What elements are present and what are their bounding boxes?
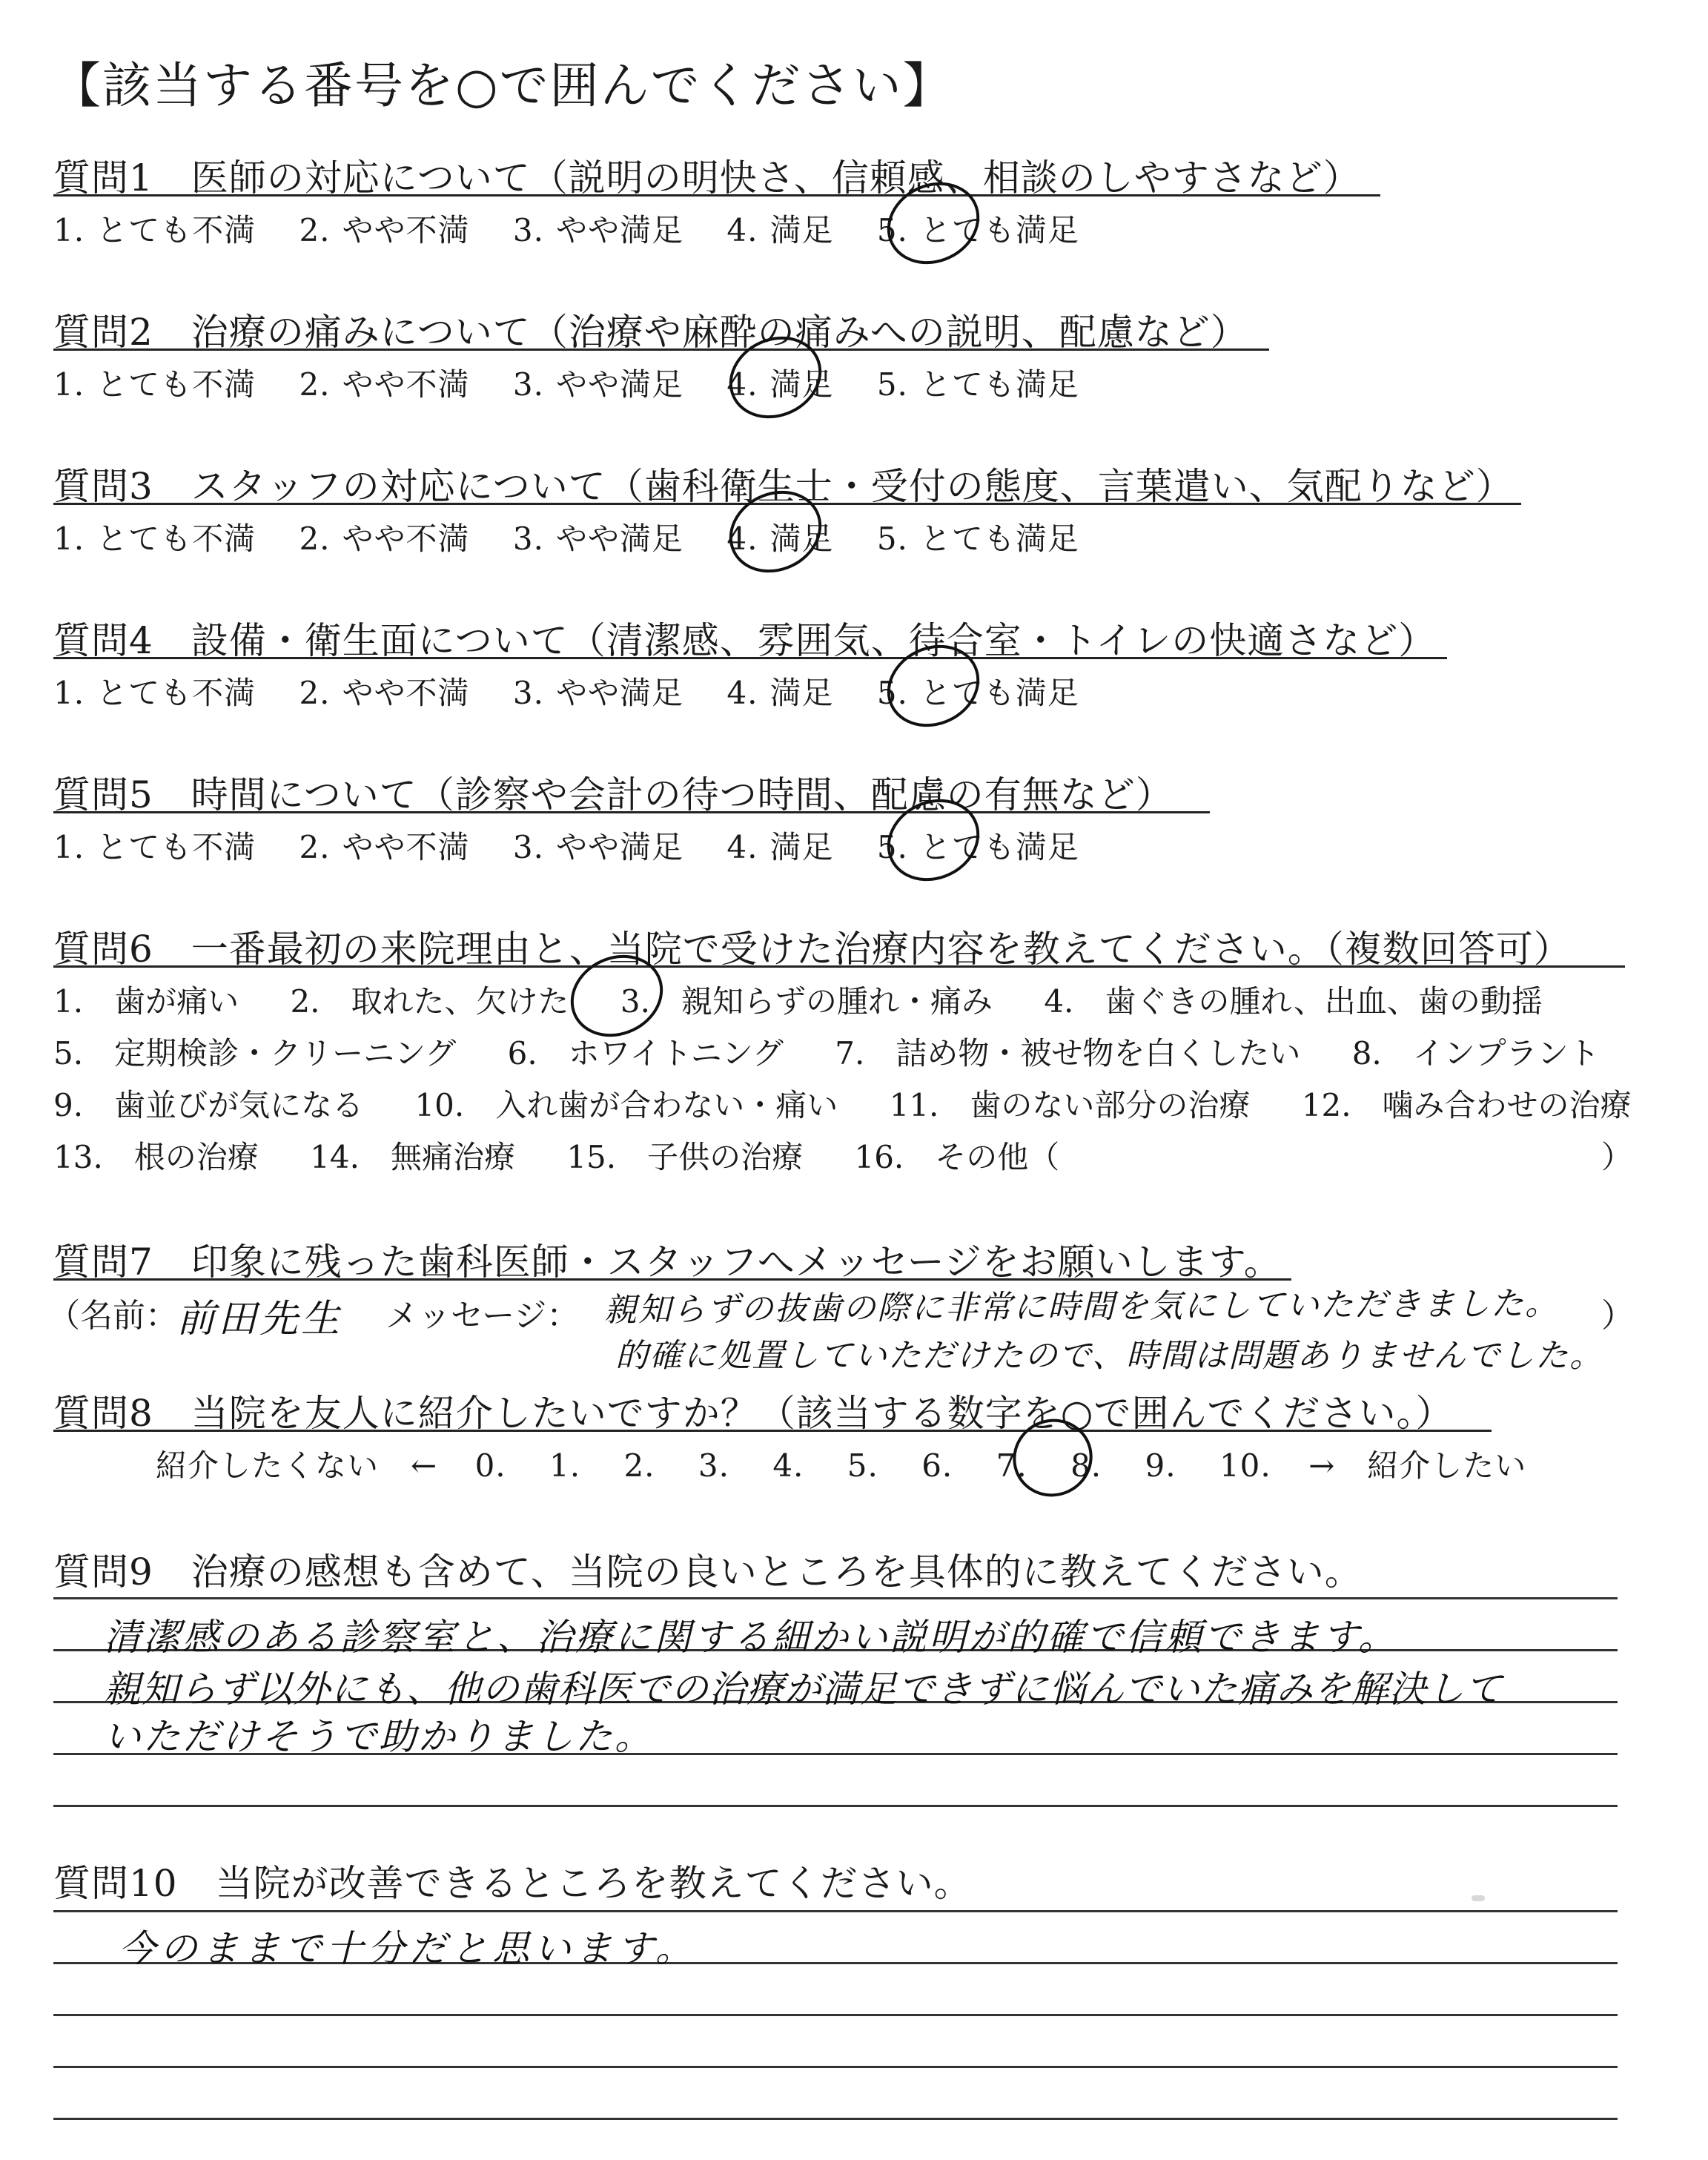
q6-option-1[interactable]: 1. 歯が痛い bbox=[53, 983, 239, 1020]
q6-option-14[interactable]: 14. 無痛治療 bbox=[310, 1139, 515, 1175]
q3-heading: 質問3 スタッフの対応について（歯科衛生士・受付の態度、言葉遣い、気配りなど） bbox=[53, 465, 1514, 508]
q4-option-1[interactable]: 1. とても不満 bbox=[53, 675, 256, 711]
q1-option-3[interactable]: 3. やや満足 bbox=[512, 212, 683, 248]
q3-options bbox=[53, 515, 1112, 559]
q8-right-label: → 紹介したい bbox=[1308, 1447, 1527, 1484]
q6-option-4[interactable]: 4. 歯ぐきの腫れ、出血、歯の動揺 bbox=[1044, 983, 1543, 1020]
q2-option-1[interactable]: 1. とても不満 bbox=[53, 366, 256, 403]
q5-option-1[interactable]: 1. とても不満 bbox=[53, 829, 256, 865]
q9-answer-line-1[interactable]: 清潔感のある診察室と、治療に関する細かい説明が的確で信頼できます。 bbox=[104, 1616, 1397, 1659]
q5-option-2[interactable]: 2. やや不満 bbox=[299, 829, 470, 865]
q7-close-paren: ） bbox=[1601, 1297, 1634, 1335]
q8-option-10[interactable]: 10. bbox=[1219, 1447, 1271, 1484]
q6-row-1 bbox=[53, 977, 1584, 1022]
q7-message-label: メッセージ： bbox=[385, 1297, 580, 1335]
q5-option-3[interactable]: 3. やや満足 bbox=[512, 829, 683, 865]
q6-option-9[interactable]: 9. 歯並びが気になる bbox=[53, 1087, 364, 1123]
q3-option-4[interactable]: 4. 満足 bbox=[726, 521, 834, 557]
q6-option-2[interactable]: 2. 取れた、欠けた bbox=[290, 983, 569, 1020]
q6-option-12[interactable]: 12. 噛み合わせの治療 bbox=[1301, 1087, 1632, 1123]
q10-rule-3 bbox=[53, 2014, 1618, 2016]
q6-option-5[interactable]: 5. 定期検診・クリーニング bbox=[53, 1035, 457, 1071]
q6-option-6[interactable]: 6. ホワイトニング bbox=[507, 1035, 784, 1071]
q8-scale bbox=[156, 1441, 1526, 1486]
q2-option-3[interactable]: 3. やや満足 bbox=[512, 366, 683, 403]
q6-row-2 bbox=[53, 1029, 1641, 1074]
q9-answer-line-2[interactable]: 親知らず以外にも、他の歯科医での治療が満足できずに悩んでいた痛みを解決して bbox=[104, 1668, 1503, 1711]
q8-option-6[interactable]: 6. bbox=[921, 1447, 953, 1484]
q7-heading: 質問7 印象に残った歯科医師・スタッフへメッセージをお願いします。 bbox=[53, 1241, 1282, 1284]
q8-left-label: 紹介したくない ← bbox=[156, 1447, 438, 1484]
q8-option-7[interactable]: 7. bbox=[996, 1447, 1027, 1484]
q3-option-3[interactable]: 3. やや満足 bbox=[512, 521, 683, 557]
q2-option-2[interactable]: 2. やや不満 bbox=[299, 366, 470, 403]
q1-option-1[interactable]: 1. とても不満 bbox=[53, 212, 256, 248]
q8-option-1[interactable]: 1. bbox=[549, 1447, 581, 1484]
q4-option-3[interactable]: 3. やや満足 bbox=[512, 675, 683, 711]
q2-underline bbox=[53, 349, 1269, 351]
q9-answer-line-3[interactable]: いただけそうで助かりました。 bbox=[104, 1715, 654, 1758]
q10-heading: 質問10 当院が改善できるところを教えてください。 bbox=[53, 1862, 972, 1905]
q1-option-2[interactable]: 2. やや不満 bbox=[299, 212, 470, 248]
q8-option-8[interactable]: 8. bbox=[1070, 1447, 1102, 1484]
q8-option-3[interactable]: 3. bbox=[698, 1447, 729, 1484]
q6-row-4 bbox=[53, 1133, 1101, 1178]
q5-option-5[interactable]: 5. とても満足 bbox=[876, 829, 1079, 865]
q2-option-4[interactable]: 4. 満足 bbox=[726, 366, 834, 403]
q4-underline bbox=[53, 657, 1447, 659]
q9-rule-5 bbox=[53, 1805, 1618, 1807]
q7-message-line-1[interactable]: 親知らずの抜歯の際に非常に時間を気にしていただきました。 bbox=[603, 1284, 1560, 1330]
q7-name-label: （名前： bbox=[47, 1297, 178, 1335]
scan-smudge bbox=[1472, 1895, 1485, 1901]
q3-option-5[interactable]: 5. とても満足 bbox=[876, 521, 1079, 557]
q8-option-2[interactable]: 2. bbox=[623, 1447, 655, 1484]
q8-underline bbox=[53, 1430, 1492, 1432]
q2-option-5[interactable]: 5. とても満足 bbox=[876, 366, 1079, 403]
q6-option-7[interactable]: 7. 詰め物・被せ物を白くしたい bbox=[835, 1035, 1301, 1071]
q4-option-2[interactable]: 2. やや不満 bbox=[299, 675, 470, 711]
q2-heading: 質問2 治療の痛みについて（治療や麻酔の痛みへの説明、配慮など） bbox=[53, 311, 1248, 354]
q1-heading: 質問1 医師の対応について（説明の明快さ、信頼感、相談のしやすさなど） bbox=[53, 156, 1361, 199]
q5-heading: 質問5 時間について（診察や会計の待つ時間、配慮の有無など） bbox=[53, 773, 1174, 816]
q8-heading: 質問8 当院を友人に紹介したいですか？（該当する数字を○で囲んでください。） bbox=[53, 1392, 1454, 1435]
q1-option-5[interactable]: 5. とても満足 bbox=[876, 212, 1079, 248]
q8-option-0[interactable]: 0. bbox=[474, 1447, 506, 1484]
q6-option-15[interactable]: 15. 子供の治療 bbox=[566, 1139, 804, 1175]
q6-option-16[interactable]: 16. その他（ bbox=[854, 1139, 1060, 1175]
q6-option-13[interactable]: 13. 根の治療 bbox=[53, 1139, 259, 1175]
q5-underline bbox=[53, 811, 1210, 813]
q4-heading: 質問4 設備・衛生面について（清潔感、雰囲気、待合室・トイレの快適さなど） bbox=[53, 619, 1437, 662]
q6-option-3[interactable]: 3. 親知らずの腫れ・痛み bbox=[620, 983, 993, 1020]
q10-rule-4 bbox=[53, 2066, 1618, 2068]
q2-options bbox=[53, 360, 1112, 405]
q3-option-2[interactable]: 2. やや不満 bbox=[299, 521, 470, 557]
q6-option-11[interactable]: 11. 歯のない部分の治療 bbox=[889, 1087, 1251, 1123]
q10-answer-line-1[interactable]: 今のままで十分だと思います。 bbox=[119, 1927, 697, 1970]
q10-rule-1 bbox=[53, 1910, 1618, 1912]
q10-rule-5 bbox=[53, 2118, 1618, 2120]
q1-underline bbox=[53, 194, 1380, 196]
q4-option-5[interactable]: 5. とても満足 bbox=[876, 675, 1079, 711]
q6-option-10[interactable]: 10. 入れ歯が合わない・痛い bbox=[414, 1087, 838, 1123]
q8-option-9[interactable]: 9. bbox=[1145, 1447, 1176, 1484]
q3-option-1[interactable]: 1. とても不満 bbox=[53, 521, 256, 557]
q6-row-3 bbox=[53, 1081, 1673, 1126]
q6-heading: 質問6 一番最初の来院理由と、当院で受けた治療内容を教えてください。（複数回答可） bbox=[53, 928, 1572, 971]
q7-message-line-2[interactable]: 的確に処置していただけたので、時間は問題ありませんでした。 bbox=[615, 1337, 1604, 1375]
q8-option-4[interactable]: 4. bbox=[772, 1447, 804, 1484]
q6-underline bbox=[53, 965, 1625, 968]
q8-option-5[interactable]: 5. bbox=[847, 1447, 878, 1484]
q7-name-value[interactable]: 前田先生 bbox=[176, 1297, 343, 1341]
q6-option-8[interactable]: 8. インプラント bbox=[1351, 1035, 1600, 1071]
q5-option-4[interactable]: 4. 満足 bbox=[726, 829, 834, 865]
q4-option-4[interactable]: 4. 満足 bbox=[726, 675, 834, 711]
page-title: 【該当する番号を○で囲んでください】 bbox=[52, 57, 953, 114]
q9-rule-1 bbox=[53, 1597, 1618, 1599]
q6-other-close-paren: ） bbox=[1601, 1139, 1633, 1175]
q1-option-4[interactable]: 4. 満足 bbox=[726, 212, 834, 248]
q9-heading: 質問9 治療の感想も含めて、当院の良いところを具体的に教えてください。 bbox=[53, 1550, 1363, 1593]
